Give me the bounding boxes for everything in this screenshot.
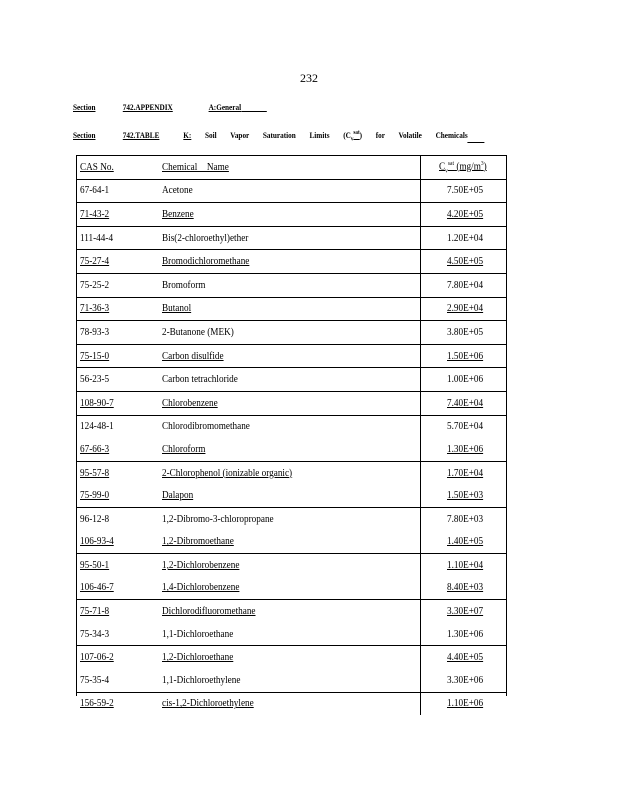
saturation-value: 7.40E+04 [447, 397, 484, 409]
cas-number: 75-35-4 [80, 674, 110, 686]
saturation-value: 4.50E+05 [447, 256, 484, 268]
cas-number: 71-36-3 [80, 303, 110, 315]
saturation-value: 1.70E+04 [447, 467, 484, 479]
saturation-value: 7.80E+03 [447, 513, 484, 525]
table-header-row [76, 156, 506, 180]
table-row [76, 507, 506, 530]
cas-number: 75-71-8 [80, 606, 110, 618]
table-row [76, 321, 506, 345]
appendix-title: A:General [208, 102, 242, 112]
saturation-value: 1.10E+06 [447, 698, 484, 710]
cas-number: 106-46-7 [80, 582, 114, 594]
cas-number: 56-23-5 [80, 374, 110, 386]
saturation-value: 1.50E+03 [447, 490, 484, 502]
cas-number: 78-93-3 [80, 326, 110, 338]
saturation-value: 1.30E+06 [447, 628, 484, 640]
cas-number: 67-64-1 [80, 185, 110, 197]
table-row [76, 554, 506, 577]
table-row [76, 461, 506, 484]
table-row [76, 368, 506, 392]
table-row [76, 600, 506, 623]
table-code: 742.TABLE [122, 130, 160, 140]
table-row [76, 438, 506, 461]
table-letter: K: [183, 130, 192, 140]
saturation-value: 7.80E+04 [447, 279, 484, 291]
table-row [76, 415, 506, 438]
cas-number: 75-27-4 [80, 256, 110, 268]
saturation-value: 1.10E+04 [447, 559, 484, 571]
col-header-cas: CAS No. [80, 161, 114, 173]
saturation-value: 4.20E+05 [447, 208, 484, 220]
chemical-name: 1,4-Dichlorobenzene [162, 582, 240, 594]
table-row [76, 623, 506, 646]
chemical-name: Butanol [162, 303, 192, 315]
table-row [76, 226, 506, 250]
cas-number: 124-48-1 [80, 421, 114, 433]
table-section-label: Section [73, 130, 96, 140]
table-title-rule [468, 132, 485, 143]
chemical-name: 1,1-Dichloroethylene [162, 674, 241, 686]
table-frame-right [506, 155, 507, 696]
chemical-name: Bromoform [162, 279, 206, 291]
cas-number: 96-12-8 [80, 513, 110, 525]
cas-number: 75-25-2 [80, 279, 110, 291]
section-code: 742.APPENDIX [122, 102, 173, 112]
saturation-value: 1.50E+06 [447, 350, 484, 362]
saturation-value: 1.00E+06 [447, 374, 484, 386]
saturation-value: 1.40E+05 [447, 536, 484, 548]
chemical-name: Chlorodibromomethane [162, 421, 250, 433]
saturation-value: 1.20E+04 [447, 232, 484, 244]
saturation-value: 4.40E+05 [447, 652, 484, 664]
table-row [76, 484, 506, 507]
page-number: 232 [300, 71, 318, 85]
chemical-name: Bis(2-chloroethyl)ether [162, 232, 249, 244]
section-header [73, 101, 267, 112]
cas-number: 111-44-4 [80, 232, 114, 244]
chemical-name: 2-Chlorophenol (ionizable organic) [162, 467, 293, 479]
table-row [76, 297, 506, 321]
cas-number: 107-06-2 [80, 652, 114, 664]
saturation-value: 3.30E+06 [447, 674, 484, 686]
table-row [76, 692, 506, 715]
chemical-name: Carbon disulfide [162, 350, 224, 362]
saturation-value: 1.30E+06 [447, 443, 484, 455]
header-rule [241, 101, 267, 112]
chemical-name: Dichlorodifluoromethane [162, 606, 256, 618]
chemical-name: 2-Butanone (MEK) [162, 326, 234, 338]
chemical-name: 1,2-Dichloroethane [162, 652, 234, 664]
table-row [76, 250, 506, 274]
chemical-name: Chloroform [162, 443, 206, 455]
chemical-name: 1,2-Dichlorobenzene [162, 559, 240, 571]
table-header [73, 130, 485, 143]
section-label: Section [73, 102, 96, 112]
chemical-name: Bromodichloromethane [162, 256, 250, 268]
chemical-name: Chlorobenzene [162, 397, 218, 409]
saturation-value: 8.40E+03 [447, 582, 484, 594]
cas-number: 108-90-7 [80, 397, 114, 409]
table-row [76, 646, 506, 669]
saturation-value: 3.80E+05 [447, 326, 484, 338]
chemical-name: Benzene [162, 208, 194, 220]
table-row [76, 669, 506, 692]
chemical-name: Carbon tetrachloride [162, 374, 238, 386]
table-row [76, 577, 506, 600]
saturation-value: 2.90E+04 [447, 303, 484, 315]
cas-number: 71-43-2 [80, 208, 110, 220]
table-row [76, 344, 506, 368]
cas-number: 95-50-1 [80, 559, 110, 571]
cas-number: 95-57-8 [80, 467, 110, 479]
saturation-value: 3.30E+07 [447, 606, 484, 618]
saturation-value: 5.70E+04 [447, 421, 484, 433]
chemical-name: 1,2-Dibromoethane [162, 536, 234, 548]
table-row [76, 531, 506, 554]
chemical-name: 1,1-Dichloroethane [162, 628, 234, 640]
chemical-name: Dalapon [162, 490, 194, 502]
cas-number: 106-93-4 [80, 536, 114, 548]
table-row [76, 179, 506, 203]
chemical-name: 1,2-Dibromo-3-chloropropane [162, 513, 274, 525]
col-header-value: $C_v^{sat}$ $(mg/m^3)$ [439, 160, 487, 174]
cas-number: 156-59-2 [80, 698, 114, 710]
cas-number: 67-66-3 [80, 443, 110, 455]
saturation-value: 7.50E+05 [447, 185, 484, 197]
cas-number: 75-15-0 [80, 350, 110, 362]
cas-number: 75-99-0 [80, 490, 110, 502]
saturation-table [76, 155, 506, 715]
chemical-name: Acetone [162, 185, 193, 197]
cas-number: 75-34-3 [80, 628, 110, 640]
chemical-name: cis-1,2-Dichloroethylene [162, 698, 254, 710]
table-title: Soil Vapor Saturation Limits $(C_v^{sat})$ for Volatile Chemicals [205, 130, 468, 143]
table-row [76, 273, 506, 297]
table-row [76, 391, 506, 415]
col-header-chemical: Chemical Name [162, 161, 229, 173]
table-row [76, 203, 506, 227]
